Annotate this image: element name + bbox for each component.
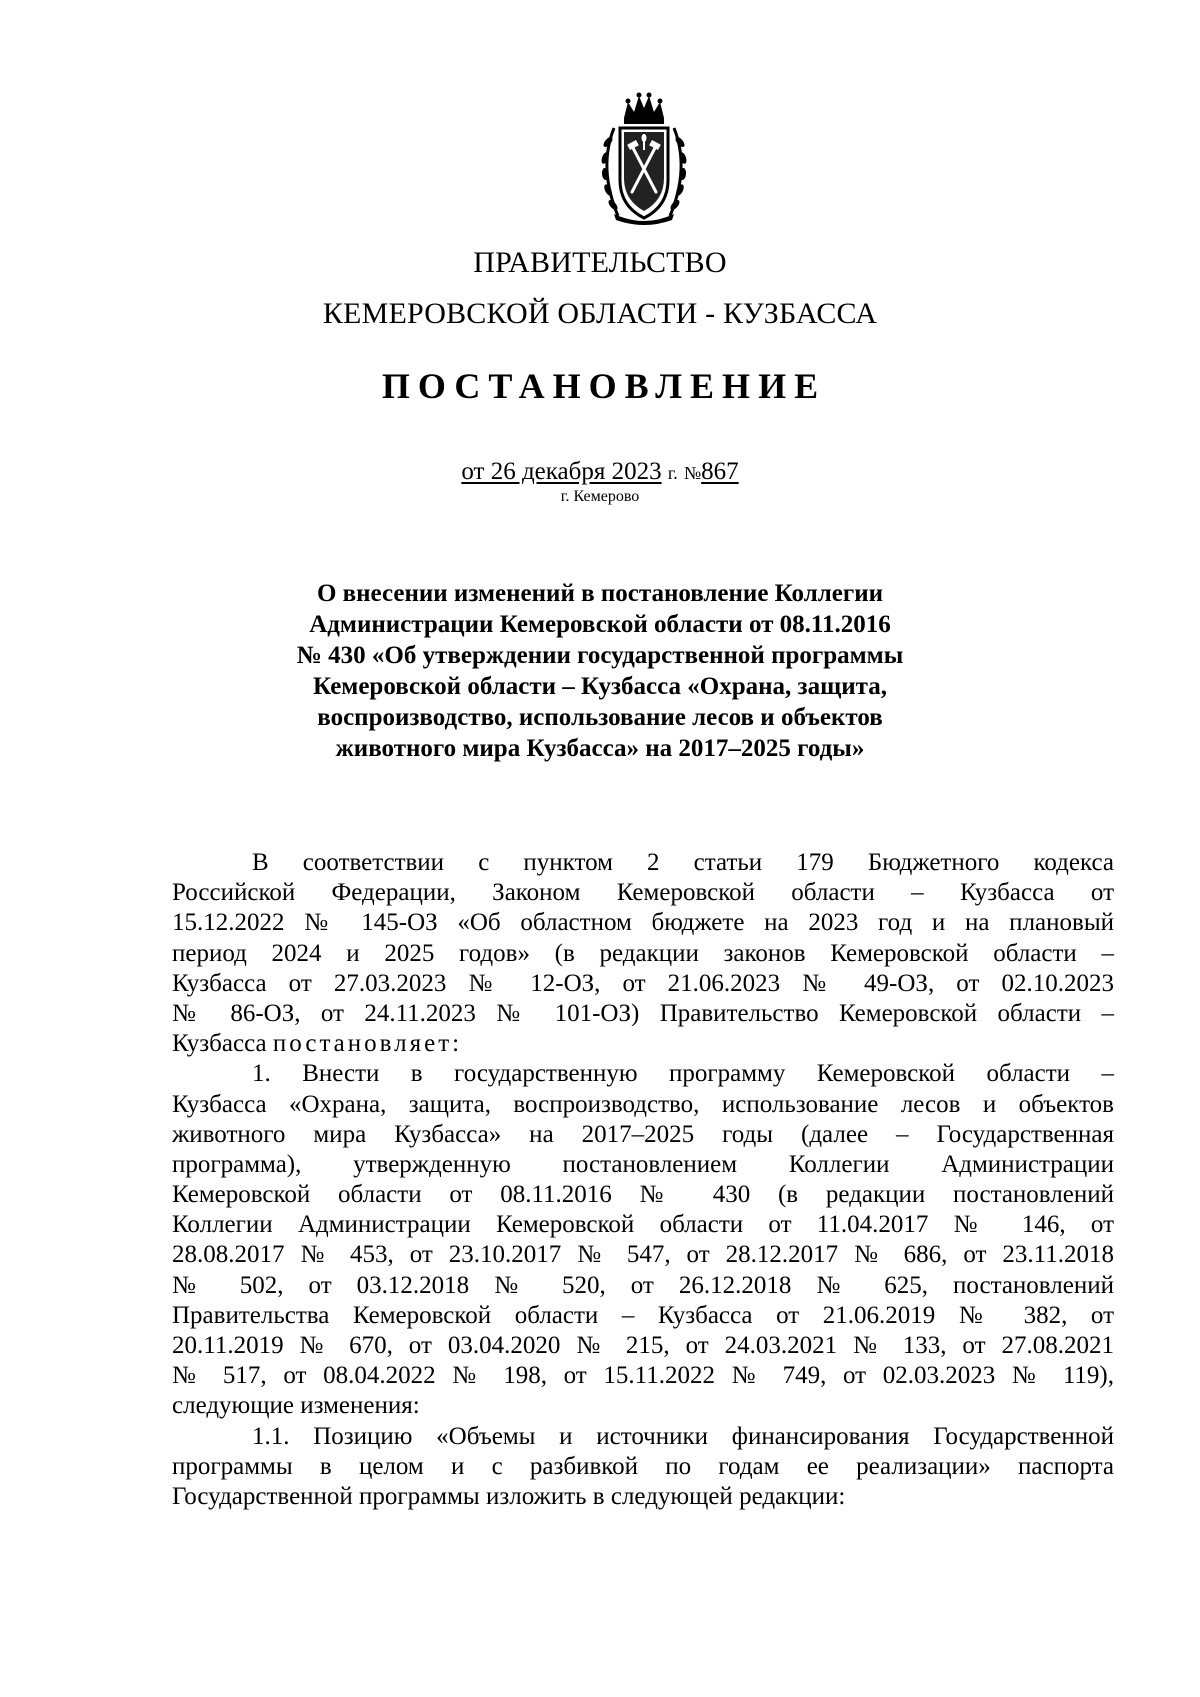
body-line: период 2024 и 2025 годов» (в редакции законов Кемеровской области – — [172, 939, 1114, 967]
body-line: 15.12.2022 № 145-ОЗ «Об областном бюджете на 2023 год и на плановый — [172, 909, 1114, 937]
body-line: программа), утвержденную постановлением Коллегии Администрации — [172, 1150, 1114, 1178]
number-sign: № — [683, 463, 702, 483]
subject-line: Кемеровской области – Кузбасса «Охрана, защита, — [313, 673, 887, 700]
body-line: 1.1. Позицию «Объемы и источники финансирования Государственной — [252, 1422, 1114, 1450]
document-city: г. Кемерово — [560, 488, 640, 505]
body-line: Коллегии Администрации Кемеровской области от 11.04.2017 № 146, от — [172, 1211, 1114, 1239]
subject-line: животного мира Кузбасса» на 2017–2025 годы» — [335, 735, 865, 762]
body-line: № 502, от 03.12.2018 № 520, от 26.12.2018 № 625, постановлений — [172, 1271, 1114, 1299]
body-line: № 86-ОЗ, от 24.11.2023 № 101-ОЗ) Правительство Кемеровской области – — [172, 999, 1114, 1027]
body-line: В соответствии с пунктом 2 статьи 179 Бюджетного кодекса — [252, 849, 1114, 876]
body-line: Кузбасса от 27.03.2023 № 12-ОЗ, от 21.06.2023 № 49-ОЗ, от 02.10.2023 — [172, 969, 1114, 997]
body-line — [172, 1029, 1114, 1059]
body-line: Государственной программы изложить в следующей редакции: — [172, 1482, 846, 1510]
kuzbass-coat-of-arms-icon — [584, 88, 704, 228]
body-line: программы в целом и с разбивкой по годам ее реализации» паспорта — [172, 1452, 1114, 1480]
body-line: Российской Федерации, Законом Кемеровской области – Кузбасса от — [172, 879, 1114, 907]
document-body — [172, 848, 1114, 1512]
subject-line: воспроизводство, использование лесов и объектов — [317, 704, 883, 731]
body-line: 1. Внести в государственную программу Кемеровской области – — [252, 1060, 1114, 1088]
decree-word: постановляет: — [272, 1030, 463, 1058]
body-line: следующие изменения: — [172, 1392, 420, 1420]
body-line: животного мира Кузбасса» на 2017–2025 годы (далее – Государственная — [172, 1120, 1114, 1148]
year-suffix: г. — [667, 463, 678, 483]
document-date: от 26 декабря 2023 — [461, 458, 662, 485]
body-line: № 517, от 08.04.2022 № 198, от 15.11.2022 № 749, от 02.03.2023 № 119), — [172, 1362, 1114, 1390]
org-name-line1: ПРАВИТЕЛЬСТВО — [473, 246, 727, 279]
document-date-number — [0, 458, 1200, 487]
subject-line: № 430 «Об утверждении государственной программы — [296, 642, 904, 669]
document-number: 867 — [701, 458, 739, 485]
document-type-title: ПОСТАНОВЛЕНИЕ — [381, 366, 827, 406]
body-line: Правительства Кемеровской области – Кузбасса от 21.06.2019 № 382, от — [172, 1301, 1114, 1329]
body-line: 28.08.2017 № 453, от 23.10.2017 № 547, от 28.12.2017 № 686, от 23.11.2018 — [172, 1241, 1114, 1269]
body-text-fragment: Кузбасса — [172, 1030, 267, 1058]
subject-line: О внесении изменений в постановление Коллегии — [316, 580, 884, 607]
document-subject — [260, 578, 940, 764]
org-name-line2: КЕМЕРОВСКОЙ ОБЛАСТИ - КУЗБАССА — [322, 297, 878, 330]
body-line: Кузбасса «Охрана, защита, воспроизводство, использование лесов и объектов — [172, 1090, 1114, 1118]
subject-line: Администрации Кемеровской области от 08.11.2016 — [309, 611, 891, 638]
body-line: Кемеровской области от 08.11.2016 № 430 (в редакции постановлений — [172, 1181, 1114, 1209]
body-line: 20.11.2019 № 670, от 03.04.2020 № 215, от 24.03.2021 № 133, от 27.08.2021 — [172, 1332, 1114, 1359]
